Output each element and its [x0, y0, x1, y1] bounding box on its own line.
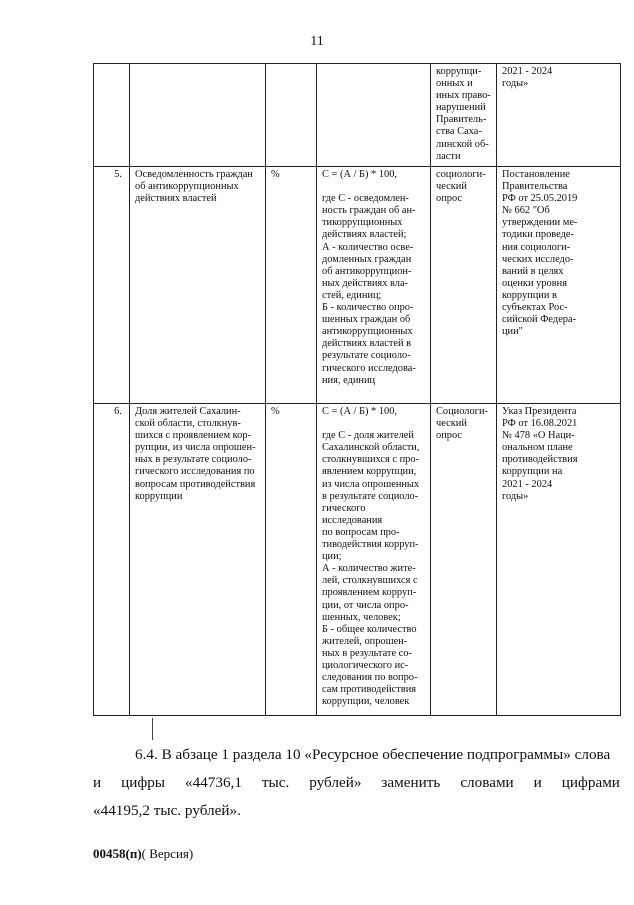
paragraph-word: заменить [381, 774, 441, 791]
amendment-paragraph-line-2 [93, 769, 620, 797]
paragraph-word: тыс. [261, 774, 290, 791]
amendment-paragraph-line-1: 6.4. В абзаце 1 раздела 10 «Ресурсное обеспечение подпрограммы» слова [135, 746, 611, 763]
cell-unit: % [266, 167, 317, 404]
cell-num [94, 64, 130, 167]
paragraph-word: цифры [121, 774, 166, 791]
paragraph-word: рублей» [309, 774, 362, 791]
document-code: 00458(п) [93, 846, 142, 861]
page-number: 11 [310, 34, 324, 49]
cell-num: 6. [94, 404, 130, 716]
paragraph-word: «44736,1 [184, 774, 242, 791]
cell-method: социологи- ческий опрос [431, 167, 497, 404]
cell-method: коррупци- онных и иных право- нарушений Правитель- ства Саха- линской об- ласти [431, 64, 497, 167]
table-row [94, 404, 621, 716]
cell-formula: С = (А / Б) * 100, где С - осведомлен- ность граждан об ан- тикоррупционных действиях властей; А - количество осве- домленных граждан об антикоррупцион- ных действиях вла- стей, единиц; Б - количество опро- шенных граждан об антикоррупционных действиях властей в результате социоло- гического исследова- ния, единиц [317, 167, 431, 404]
paragraph-word: и [533, 774, 542, 791]
paragraph-word: словами [460, 774, 514, 791]
cell-basis: Постановление Правительства РФ от 25.05.2019 № 662 "Об утверждении ме- тодики проведе- ния социологи- ческих исследо- ваний в целях оценки уровня коррупции в субъектах Рос- сийской Федера- ции" [497, 167, 621, 404]
cell-num: 5. [94, 167, 130, 404]
document-version-label: ( Версия) [141, 846, 194, 861]
indicator-table [93, 63, 621, 716]
cell-name: Осведомленность граждан об антикоррупционных действиях властей [130, 167, 266, 404]
document-footer [93, 846, 193, 862]
paragraph-word: и [93, 774, 102, 791]
amendment-paragraph-line-3: «44195,2 тыс. рублей». [93, 802, 241, 819]
table-row [94, 167, 621, 404]
cell-unit [266, 64, 317, 167]
cell-name: Доля жителей Сахалин- ской области, столкнув- шихся с проявлением кор- рупции, из числа опрошен- ных в результате социоло- гического исследования по вопросам противодействия коррупции [130, 404, 266, 716]
cell-method: Социологи- ческий опрос [431, 404, 497, 716]
cell-unit: % [266, 404, 317, 716]
table-row [94, 64, 621, 167]
scan-mark [152, 718, 153, 740]
cell-formula: С = (А / Б) * 100, где С - доля жителей Сахалинской области, столкнувшихся с про- явлением коррупции, из числа опрошенных в результате социоло- гического исследования по вопросам про- тиводействия корруп- ции; А - количество жите- лей, столкнувшихся с проявлением корруп- ции, от числа опро- шенных, человек; Б - общее количество жителей, опрошен- ных в результате со- циологического ис- следования по вопро- сам противодействия коррупции, человек [317, 404, 431, 716]
cell-name [130, 64, 266, 167]
cell-basis: Указ Президента РФ от 16.08.2021 № 478 «О Наци- ональном плане противодействия коррупции на 2021 - 2024 годы» [497, 404, 621, 716]
cell-formula [317, 64, 431, 167]
paragraph-word: цифрами [561, 774, 620, 791]
cell-basis: 2021 - 2024 годы» [497, 64, 621, 167]
